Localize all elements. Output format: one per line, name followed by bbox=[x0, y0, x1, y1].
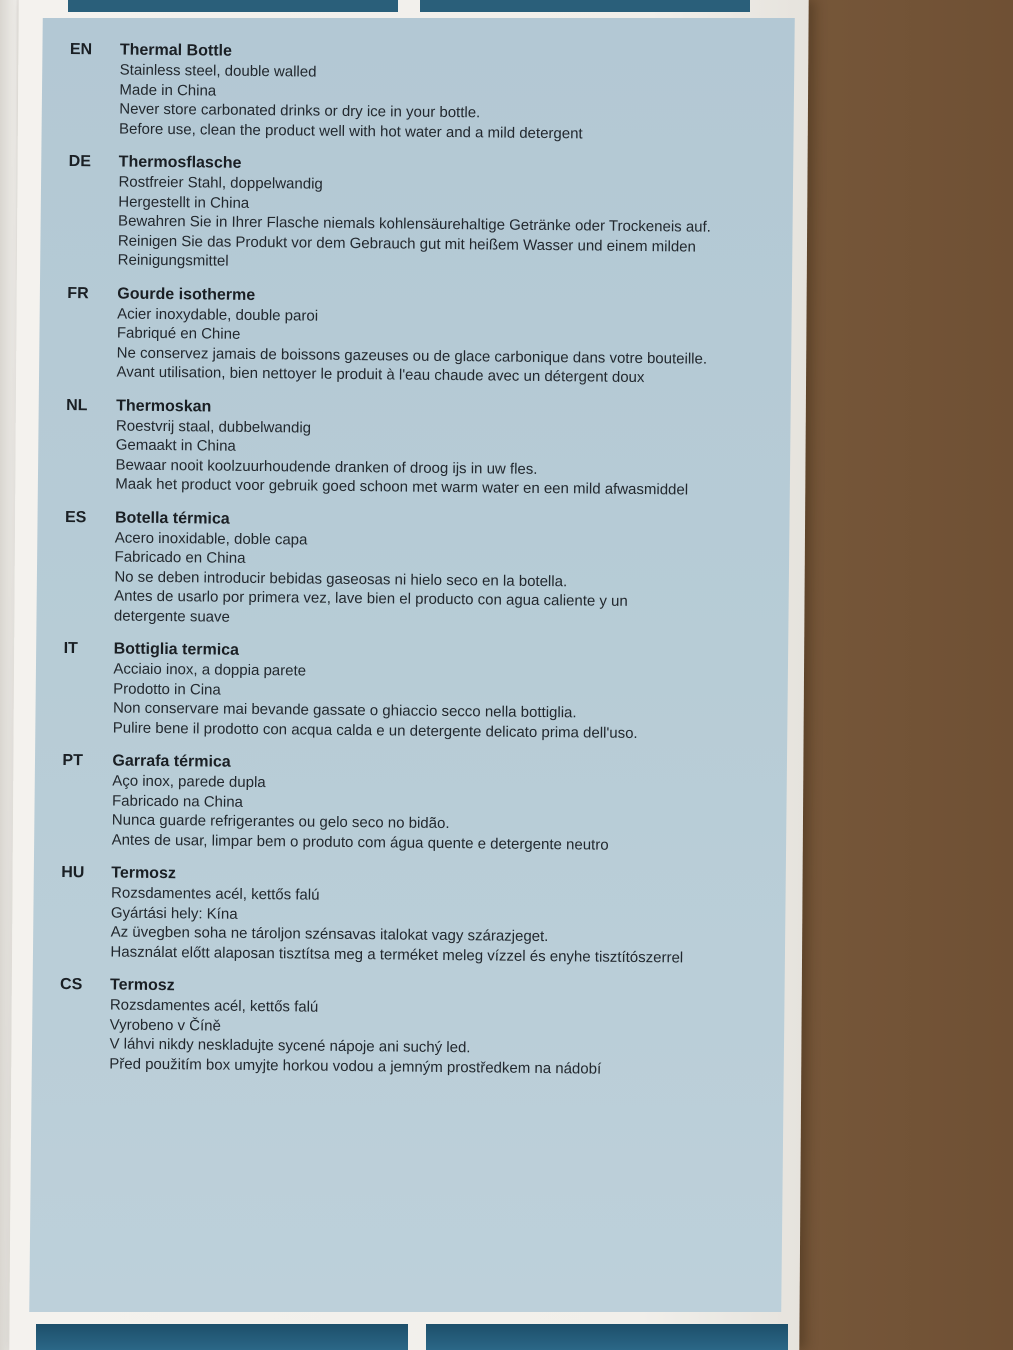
info-line: Használat előtt alaposan tisztítsa meg a terméket meleg vízzel és enyhe tisztítószerrel bbox=[110, 942, 684, 966]
section-body bbox=[119, 41, 770, 146]
top-color-band-left bbox=[68, 0, 398, 12]
product-title: Termosz bbox=[111, 864, 176, 883]
info-line: Made in China bbox=[119, 81, 217, 100]
product-title: Bottiglia termica bbox=[113, 640, 240, 659]
info-line: Gyártási hely: Kína bbox=[110, 903, 238, 923]
info-line: Acero inoxidable, doble capa bbox=[114, 528, 308, 549]
info-line: Stainless steel, double walled bbox=[119, 61, 317, 81]
language-code: HU bbox=[61, 863, 85, 882]
product-title: Gourde isotherme bbox=[117, 285, 256, 304]
info-line: Aço inox, parede dupla bbox=[112, 772, 266, 792]
info-line: Roestvrij staal, dubbelwandig bbox=[115, 417, 312, 437]
section-body bbox=[109, 975, 760, 1080]
bottom-color-band-left bbox=[36, 1324, 408, 1350]
section-body bbox=[110, 863, 761, 968]
language-code: DE bbox=[68, 152, 92, 171]
info-line: Pulire bene il prodotto con acqua calda e un detergente delicato prima dell'uso. bbox=[112, 718, 638, 742]
section-body bbox=[118, 153, 769, 277]
product-title: Thermoskan bbox=[116, 397, 212, 415]
info-line: Acciaio inox, a doppia parete bbox=[113, 660, 307, 680]
info-line: Hergestellt in China bbox=[118, 193, 250, 212]
language-section-es bbox=[64, 507, 765, 632]
product-title: Termosz bbox=[110, 976, 175, 995]
info-line: Rostfreier Stahl, doppelwandig bbox=[118, 173, 323, 193]
info-line: Reinigen Sie das Produkt vor dem Gebrauch gut mit heißem Wasser und einem milden bbox=[117, 232, 697, 256]
product-title: Thermal Bottle bbox=[119, 41, 232, 60]
product-title: Thermosflasche bbox=[118, 153, 242, 172]
info-line: No se deben introducir bebidas gaseosas ni hielo seco en la botella. bbox=[114, 567, 568, 590]
info-line: Never store carbonated drinks or dry ice in your bottle. bbox=[119, 100, 481, 122]
bottom-color-band-right bbox=[426, 1324, 788, 1350]
info-line: Maak het product voor gebruik goed schoon met warm water en een mild afwasmiddel bbox=[115, 475, 689, 499]
language-code: CS bbox=[60, 975, 83, 994]
info-line: Antes de usar, limpar bem o produto com água quente e detergente neutro bbox=[111, 830, 609, 854]
language-code: ES bbox=[64, 508, 87, 526]
info-line: Fabricado na China bbox=[111, 791, 244, 811]
section-body bbox=[113, 639, 764, 744]
language-section-fr bbox=[66, 283, 767, 388]
product-title: Garrafa térmica bbox=[112, 752, 231, 771]
info-line: Az üvegben soha ne tároljon szénsavas italokat vagy szárazjeget. bbox=[110, 923, 549, 946]
info-line: Před použitím box umyjte horkou vodou a jemným prostředkem na nádobí bbox=[109, 1054, 602, 1078]
language-section-nl bbox=[65, 395, 766, 500]
info-line: Before use, clean the product well with hot water and a mild detergent bbox=[118, 120, 583, 142]
info-line: Bewaar nooit koolzuurhoudende dranken of droog ijs in uw fles. bbox=[115, 456, 538, 478]
info-line: Ne conservez jamais de boissons gazeuses ou de glace carbonique dans votre bouteille. bbox=[116, 344, 708, 368]
language-section-en bbox=[69, 40, 770, 145]
section-body bbox=[115, 396, 766, 501]
info-line: Nunca guarde refrigerantes ou gelo seco no bidão. bbox=[111, 811, 450, 833]
info-line: Prodotto in Cina bbox=[113, 679, 221, 699]
info-line: Rozsdamentes acél, kettős falú bbox=[110, 884, 320, 904]
info-line: Gemaakt in China bbox=[115, 436, 236, 455]
info-line: Acier inoxydable, double paroi bbox=[117, 305, 319, 325]
language-code: EN bbox=[69, 40, 93, 59]
info-line: V láhvi nikdy neskladujte sycené nápoje ani suchý led. bbox=[109, 1035, 471, 1057]
multilingual-product-info bbox=[59, 40, 770, 1094]
section-body bbox=[114, 508, 765, 632]
language-section-cs bbox=[59, 975, 760, 1080]
language-section-hu bbox=[60, 863, 761, 968]
language-code: NL bbox=[66, 396, 88, 414]
info-line: Vyrobeno v Číně bbox=[109, 1015, 221, 1035]
info-line: Bewahren Sie in Ihrer Flasche niemals kohlensäurehaltige Getränke oder Trockeneis auf. bbox=[118, 212, 711, 236]
info-line: Avant utilisation, bien nettoyer le produit à l'eau chaude avec un détergent doux bbox=[116, 363, 645, 387]
info-line: Fabricado en China bbox=[114, 548, 246, 567]
info-line: Reinigungsmittel bbox=[117, 251, 229, 270]
info-line: Rozsdamentes acél, kettős falú bbox=[109, 996, 319, 1016]
info-line: Antes de usarlo por primera vez, lave bien el producto con agua caliente y un bbox=[114, 587, 628, 610]
top-color-band-right bbox=[420, 0, 750, 12]
info-line: detergente suave bbox=[113, 606, 230, 626]
language-code: FR bbox=[67, 284, 89, 302]
section-body bbox=[112, 751, 763, 856]
language-section-pt bbox=[62, 751, 763, 856]
info-line: Non conservare mai bevande gassate o ghiaccio secco nella bottiglia. bbox=[112, 699, 577, 722]
language-section-it bbox=[63, 639, 764, 744]
language-code: PT bbox=[62, 751, 83, 770]
product-title: Botella térmica bbox=[114, 508, 230, 528]
language-code: IT bbox=[63, 639, 78, 658]
info-line: Fabriqué en Chine bbox=[116, 324, 241, 343]
section-body bbox=[116, 284, 767, 389]
language-section-de bbox=[68, 152, 769, 277]
